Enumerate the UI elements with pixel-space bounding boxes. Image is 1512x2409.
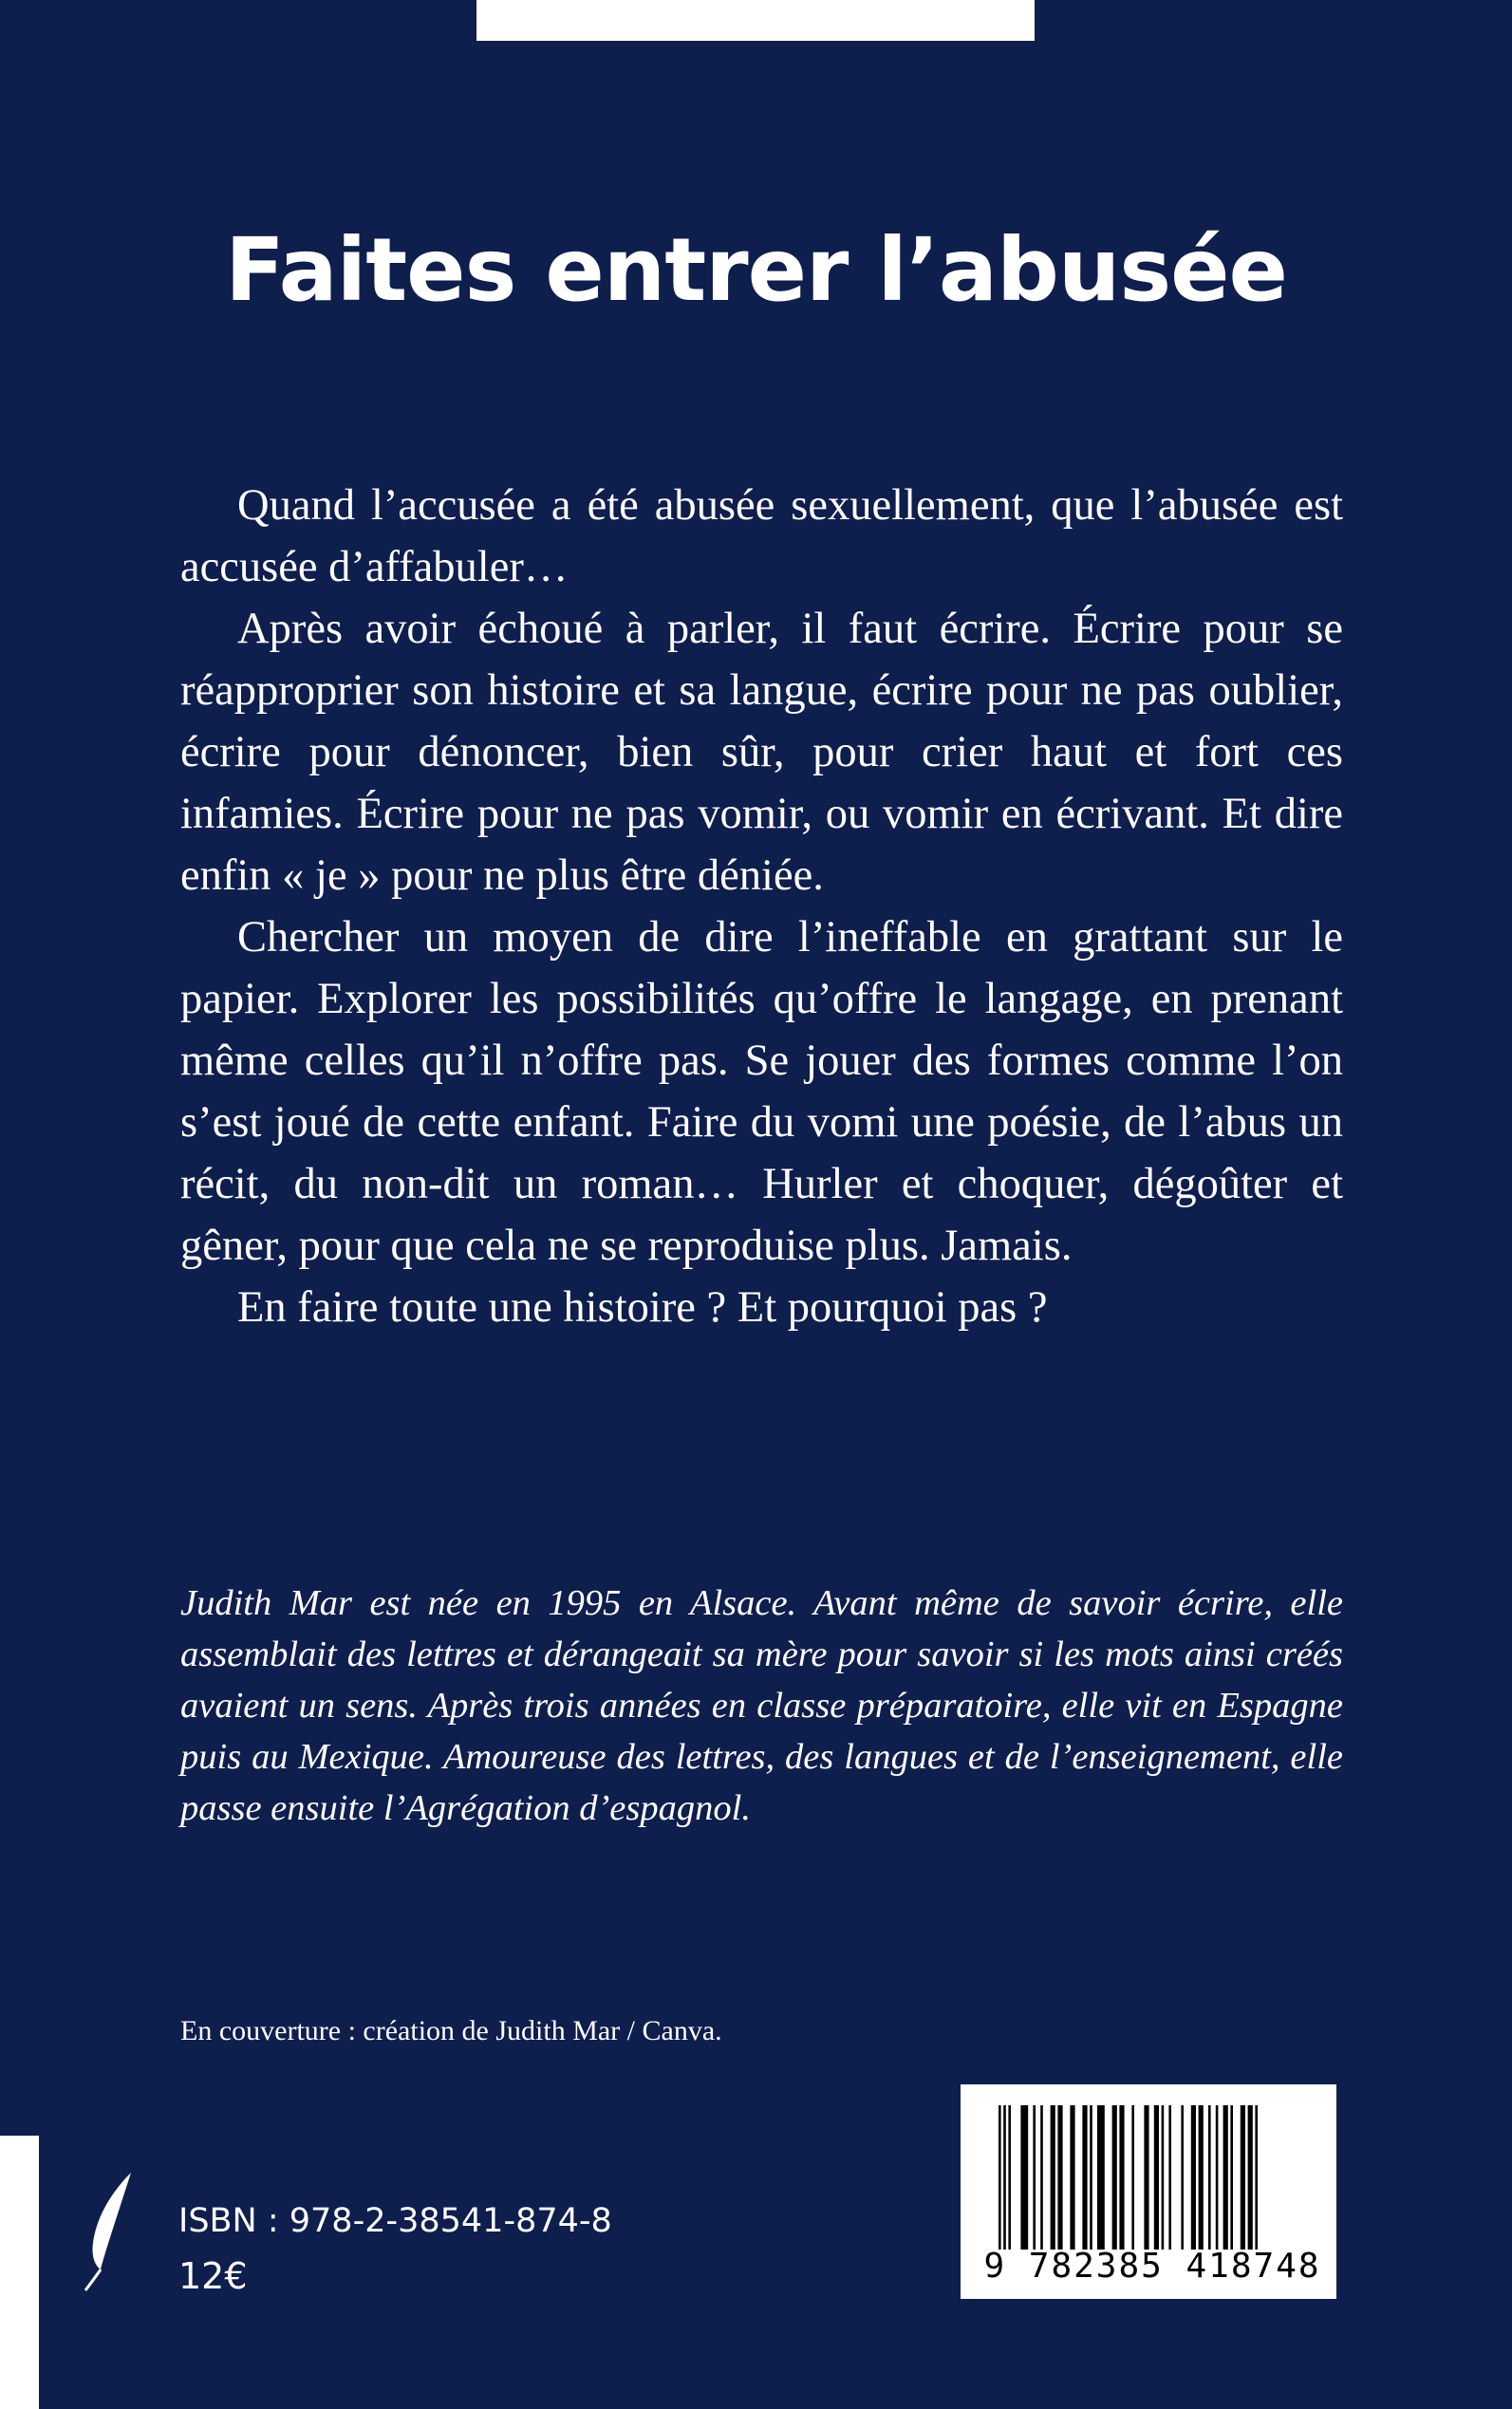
barcode-bar (1144, 2105, 1148, 2250)
barcode-digits: 9 782385 418748 (983, 2247, 1321, 2286)
barcode-bar (1051, 2105, 1055, 2250)
barcode-bar (1112, 2105, 1117, 2250)
barcode-bar (1008, 2105, 1011, 2250)
barcode-bar (1070, 2105, 1074, 2250)
blurb-paragraph: Quand l’accusée a été abusée sexuellement, que l’abusée est accusée d’affabuler… (180, 481, 1343, 591)
barcode-bar (1255, 2105, 1258, 2250)
barcode-bar (1191, 2105, 1196, 2250)
barcode-bar (1090, 2105, 1092, 2250)
barcode-bar (1033, 2105, 1036, 2250)
price: 12€ (178, 2255, 248, 2297)
barcode-bars (995, 2105, 1322, 2250)
barcode-bar (1248, 2105, 1253, 2250)
barcode-bar (1208, 2105, 1211, 2250)
barcode-bar (999, 2105, 1001, 2250)
barcode (961, 2084, 1336, 2299)
blurb-paragraph: Chercher un moyen de dire l’ineffable en grattant sur le papier. Explorer les possibilités qu’offre le langage, en prenant même celles qu’il n’offre pas. Se jouer des formes comme l’on s’est joué de cette enfant. Faire du vomi une poésie, de l’abus un récit, du non-dit un roman… Hurler et choquer, dégoûter et gêner, pour que cela ne se reproduise plus. Jamais. (180, 913, 1343, 1270)
cover-credit: En couverture : création de Judith Mar / Canva. (180, 2015, 722, 2046)
barcode-bar (1057, 2105, 1062, 2250)
barcode-bar (1162, 2105, 1165, 2250)
barcode-bar (1097, 2105, 1105, 2250)
barcode-bar (1230, 2105, 1233, 2250)
barcode-bar (1119, 2105, 1124, 2250)
author-bio: Judith Mar est née en 1995 en Alsace. Avant même de savoir écrire, elle assemblait des lettres et dérangeait sa mère pour savoir si les mots ainsi créés avaient un sens. Après trois années en classe préparatoire, elle vit en Espagne puis au Mexique. Amoureuse des lettres, des langues et de l’enseignement, elle passe ensuite l’Agrégation d’espagnol. (180, 1583, 1343, 1828)
barcode-bar (1154, 2105, 1159, 2250)
barcode-bar (1199, 2105, 1204, 2250)
barcode-bar (1223, 2105, 1228, 2250)
left-white-strip (0, 2136, 39, 2409)
top-white-bar (476, 0, 1035, 41)
barcode-bar (1216, 2105, 1219, 2250)
barcode-bar (1040, 2105, 1043, 2250)
barcode-bar (1168, 2105, 1171, 2250)
barcode-bar (1241, 2105, 1245, 2250)
blurb-paragraph: Après avoir échoué à parler, il faut écrire. Écrire pour se réapproprier son histoire et sa langue, écrire pour ne pas oublier, écrire pour dénoncer, bien sûr, pour crier haut et fort ces infamies. Écrire pour ne pas vomir, ou vomir en écrivant. Et dire enfin « je » pour ne plus être déniée. (180, 605, 1343, 900)
isbn: ISBN : 978-2-38541-874-8 (178, 2202, 612, 2240)
blurb (180, 475, 1343, 1338)
barcode-bar (1003, 2105, 1006, 2250)
book-title: Faites entrer l’abusée (225, 219, 1287, 321)
barcode-bar (1020, 2105, 1028, 2250)
barcode-bar (1181, 2105, 1184, 2250)
barcode-bar (1082, 2105, 1087, 2250)
feather-icon (76, 2169, 142, 2292)
barcode-bar (1131, 2105, 1134, 2250)
blurb-paragraph: En faire toute une histoire ? Et pourquoi pas ? (237, 1283, 1048, 1332)
